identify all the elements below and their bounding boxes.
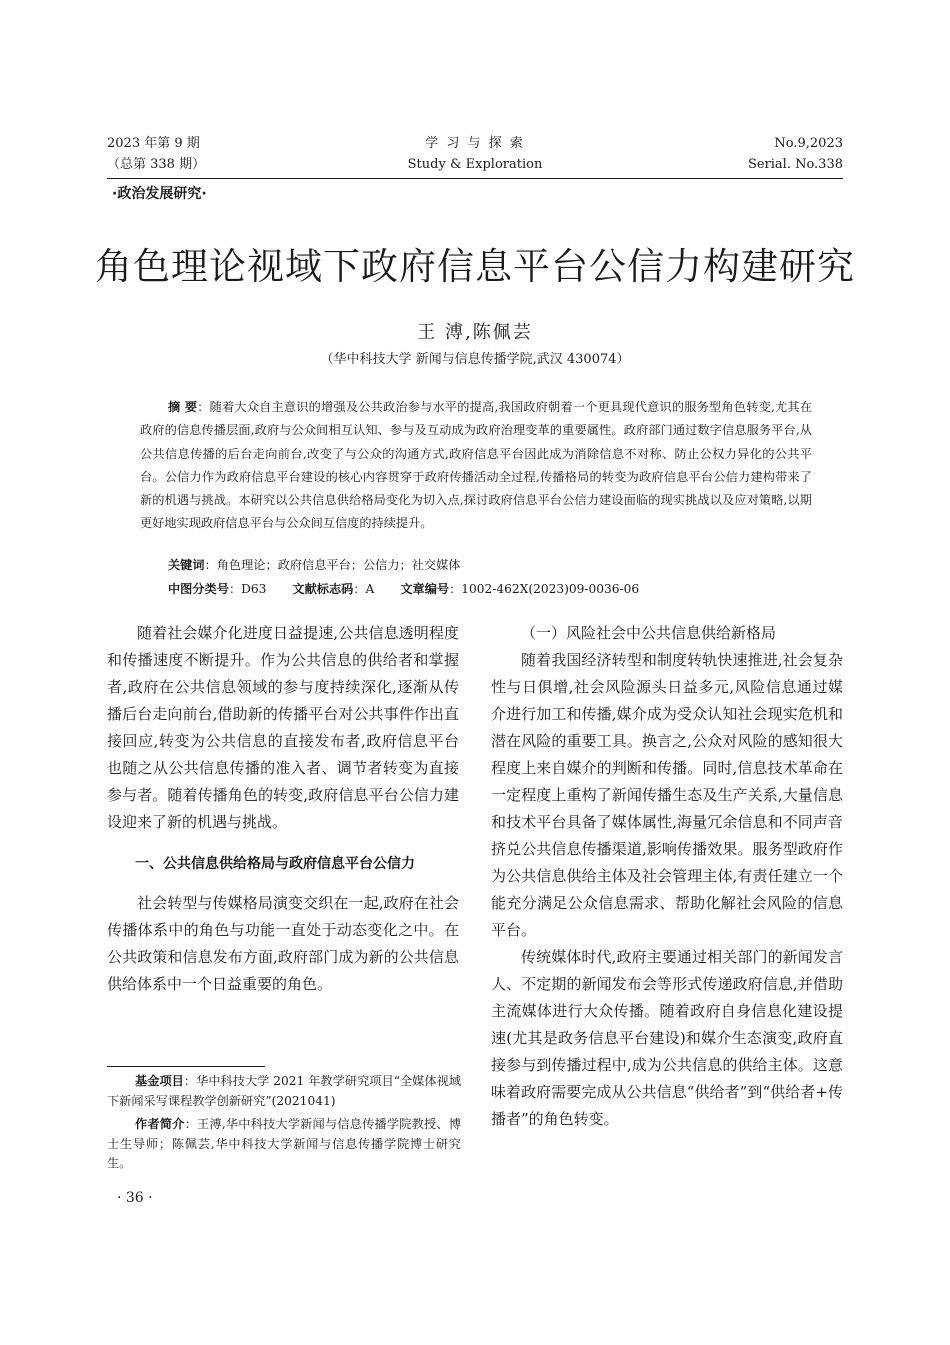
footnote-rule <box>107 1066 265 1067</box>
article-no-label: 文章编号 <box>400 582 450 596</box>
section-heading-1: 一、公共信息供给格局与政府信息平台公信力 <box>135 856 415 872</box>
header-serial-en: Serial. No.338 <box>747 157 843 172</box>
right-column <box>491 620 843 1133</box>
authors: 王 溥,陈佩芸 <box>417 322 533 343</box>
header-issue-en: No.9,2023 <box>774 136 843 151</box>
fund-text: ：华中科技大学 2021 年教学研究项目“全媒体视域下新闻采写课程教学创新研究”(2021041) <box>107 1074 462 1108</box>
doc-code-label: 文献标志码 <box>292 582 354 596</box>
paper-title: 角色理论视域下政府信息平台公信力构建研究 <box>95 245 855 288</box>
header-rule <box>107 178 843 179</box>
header-issue: 2023 年第 9 期 <box>107 136 200 151</box>
author-footnote <box>107 1115 461 1174</box>
journal-name-cn: 学 习 与 探 索 <box>425 136 525 151</box>
keywords <box>140 556 461 573</box>
classification-line <box>140 580 639 597</box>
header-total-issue: （总第 338 期） <box>107 157 206 172</box>
clc-label: 中图分类号 <box>168 582 229 596</box>
right-paragraph-2: 传统媒体时代,政府主要通过相关部门的新闻发言人、不定期的新闻发布会等形式传递政府信息,并借助主流媒体进行大众传播。随着政府自身信息化建设提速(尤其是政务信息平台建设)和媒介生态演变,政府直接参与到传播过程中,成为公共信息的供给主体。这意味着政府需要完成从公共信息“供给者”到“供给者+传播者”的角色转变。 <box>491 948 843 1128</box>
abstract <box>140 396 812 536</box>
article-no-value: ：1002-462X(2023)09-0036-06 <box>449 582 640 596</box>
author-bio-text: ：王溥,华中科技大学新闻与信息传播学院教授、博士生导师；陈佩芸,华中科技大学新闻与信息传播学院博士研究生。 <box>107 1117 462 1170</box>
right-paragraph-1: 随着我国经济转型和制度转轨快速推进,社会复杂性与日俱增,社会风险源头日益多元,风险信息通过媒介进行加工和传播,媒介成为受众认知社会现实危机和潜在风险的重要工具。换言之,公众对风险的感知很大程度上来自媒介的判断和传播。同时,信息技术革命在一定程度上重构了新闻传播生态及生产关系,大量信息和技术平台具备了媒体属性,海量冗余信息和不同声音挤兑公共信息传播渠道,影响传播效果。服务型政府作为公共信息供给主体及社会管理主体,有责任建立一个能充分满足公众信息需求、帮助化解社会风险的信息平台。 <box>491 651 843 939</box>
author-bio-label: 作者简介 <box>135 1117 185 1131</box>
subsection-heading-1: （一）风险社会中公共信息供给新格局 <box>521 624 777 642</box>
fund-footnote <box>107 1072 461 1111</box>
keywords-text: ：角色理论；政府信息平台；公信力；社交媒体 <box>204 558 461 572</box>
section-tag: ·政治发展研究· <box>112 186 207 202</box>
keywords-label: 关键词 <box>168 558 205 572</box>
left-paragraph-2: 社会转型与传媒格局演变交织在一起,政府在社会传播体系中的角色与功能一直处于动态变化之中。在公共政策和信息发布方面,政府部门成为新的公共信息供给体系中一个日益重要的角色。 <box>107 894 459 993</box>
affiliation: （华中科技大学 新闻与信息传播学院,武汉 430074） <box>320 352 630 367</box>
abstract-label: 摘 要 <box>168 400 198 414</box>
clc-value: ：D63 <box>228 582 267 596</box>
page-number: · 36 · <box>117 1190 153 1206</box>
abstract-text: ：随着大众自主意识的增强及公共政治参与水平的提高,我国政府朝着一个更具现代意识的服务型角色转变,尤其在政府的信息传播层面,政府与公众间相互认知、参与及互动成为政府治理变革的重要属性。政府部门通过数字信息服务平台,从公共信息传播的后台走向前台,改变了与公众的沟通方式,政府信息平台因此成为消除信息不对称、防止公权力异化的公共平台。公信力作为政府信息平台建设的核心内容贯穿于政府传播活动全过程,传播格局的转变为政府信息平台公信力建构带来了新的机遇与挑战。本研究以公共信息供给格局变化为切入点,探讨政府信息平台公信力建设面临的现实挑战以及应对策略,以期更好地实现政府信息平台与公众间互信度的持续提升。 <box>140 400 813 531</box>
left-column <box>107 620 459 998</box>
journal-name-en: Study & Exploration <box>407 157 543 172</box>
doc-code-value: ：A <box>353 582 375 596</box>
left-paragraph-1: 随着社会媒介化进度日益提速,公共信息透明程度和传播速度不断提升。作为公共信息的供给者和掌握者,政府在公共信息领域的参与度持续深化,逐渐从传播后台走向前台,借助新的传播平台对公共事件作出直接回应,转变为公共信息的直接发布者,政府信息平台也随之从公共信息传播的准入者、调节者转变为直接参与者。随着传播角色的转变,政府信息平台公信力建设迎来了新的机遇与挑战。 <box>107 624 459 831</box>
footnotes <box>107 1072 461 1178</box>
fund-label: 基金项目 <box>135 1074 184 1088</box>
